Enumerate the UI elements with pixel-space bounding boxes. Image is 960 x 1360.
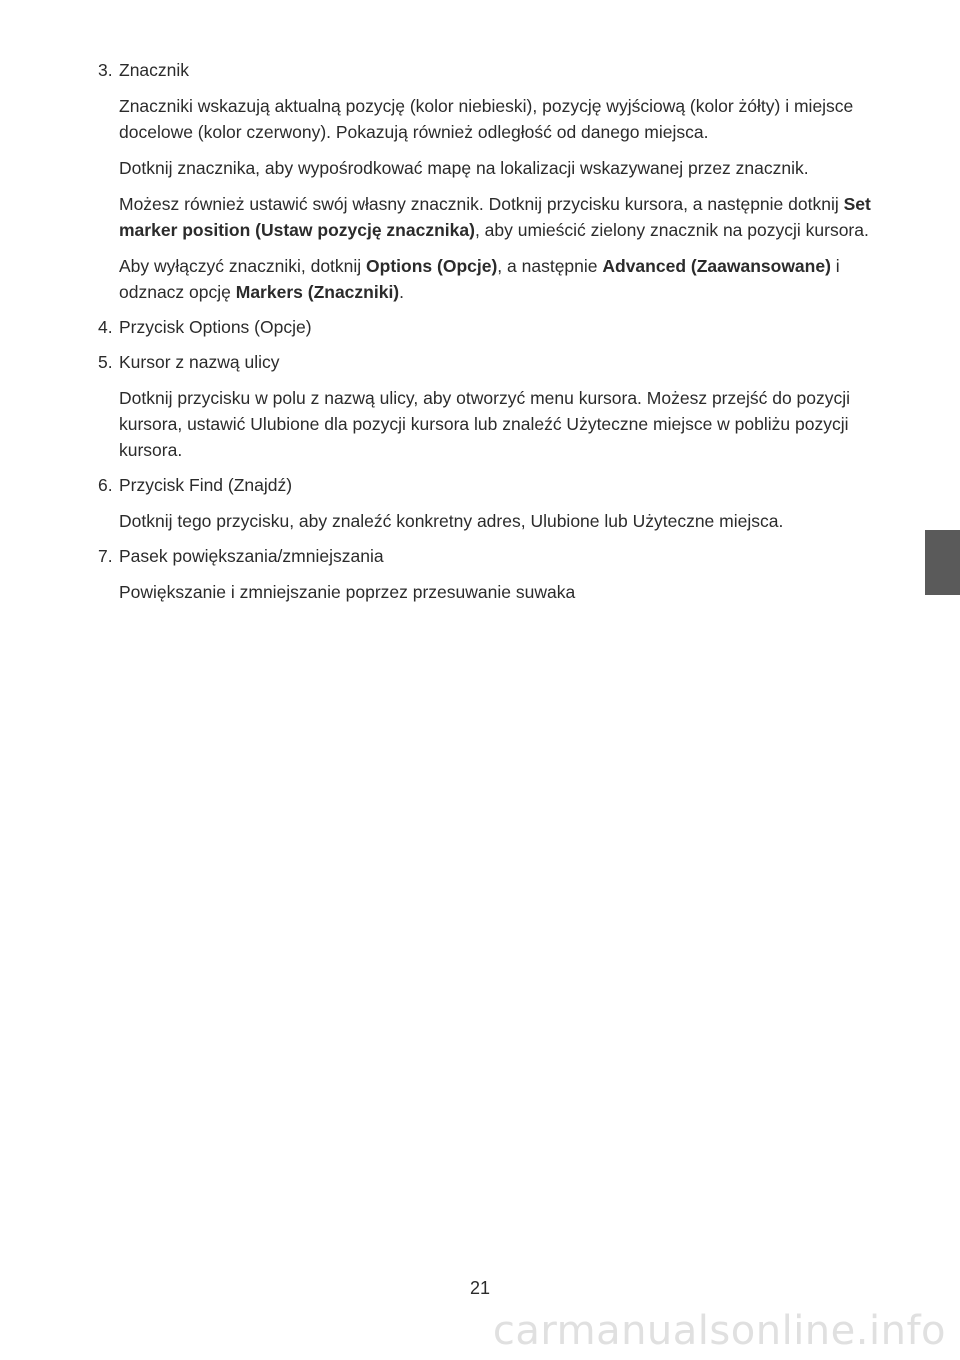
bold-term: Markers (Znaczniki): [235, 282, 400, 302]
chapter-tab-marker: [925, 530, 960, 595]
list-item-7: [90, 543, 890, 605]
paragraph-text: , a następnie: [497, 256, 603, 276]
item-paragraph: Dotknij tego przycisku, aby znaleźć konkretny adres, Ulubione lub Użyteczne miejsca.: [119, 511, 784, 531]
item-paragraph: [119, 253, 890, 305]
paragraph-text: i odznacz opcję: [119, 256, 840, 302]
item-number: 4.: [98, 317, 113, 337]
watermark: carmanualsonline.info: [492, 1308, 946, 1354]
item-paragraph: Dotknij przycisku w polu z nazwą ulicy, aby otworzyć menu kursora. Możesz przejść do pozycji kursora, ustawić Ulubione dla pozycji kursora lub znaleźć Użyteczne miejsce w pobliżu pozycji kursora.: [119, 388, 851, 460]
item-number: 7.: [98, 546, 113, 566]
item-number: 5.: [98, 352, 113, 372]
list-item-4: [90, 314, 890, 340]
bold-term: Advanced (Zaawansowane): [602, 256, 831, 276]
paragraph-text: Możesz również ustawić swój własny znacznik. Dotknij przycisku kursora, a następnie dotknij: [119, 194, 844, 214]
item-title: Kursor z nazwą ulicy: [119, 352, 280, 372]
list-item-6: [90, 472, 890, 534]
bold-term: Options (Opcje): [366, 256, 498, 276]
paragraph-text: Aby wyłączyć znaczniki, dotknij: [119, 256, 367, 276]
list-item-3: [90, 57, 890, 305]
item-number: 3.: [98, 60, 113, 80]
item-paragraph: Znaczniki wskazują aktualną pozycję (kolor niebieski), pozycję wyjściową (kolor żółty) i miejsce docelowe (kolor czerwony). Pokazują również odległość od danego miejsca.: [119, 96, 854, 142]
item-paragraph: Powiększanie i zmniejszanie poprzez przesuwanie suwaka: [119, 582, 576, 602]
bold-term: Set marker position (Ustaw pozycję znacznika): [119, 194, 871, 240]
item-paragraph: Dotknij znacznika, aby wypośrodkować mapę na lokalizacji wskazywanej przez znacznik.: [119, 158, 809, 178]
item-number: 6.: [98, 475, 113, 495]
item-paragraph: [119, 191, 890, 243]
item-title: Znacznik: [119, 60, 190, 80]
paragraph-text: , aby umieścić zielony znacznik na pozycji kursora.: [474, 220, 869, 240]
item-title: Pasek powiększania/zmniejszania: [119, 546, 384, 566]
manual-content: [90, 57, 890, 605]
list-item-5: [90, 349, 890, 463]
paragraph-text: .: [399, 282, 405, 302]
item-title: Przycisk Find (Znajdź): [119, 475, 293, 495]
item-title: Przycisk Options (Opcje): [119, 317, 312, 337]
page-number: 21: [469, 1278, 491, 1298]
